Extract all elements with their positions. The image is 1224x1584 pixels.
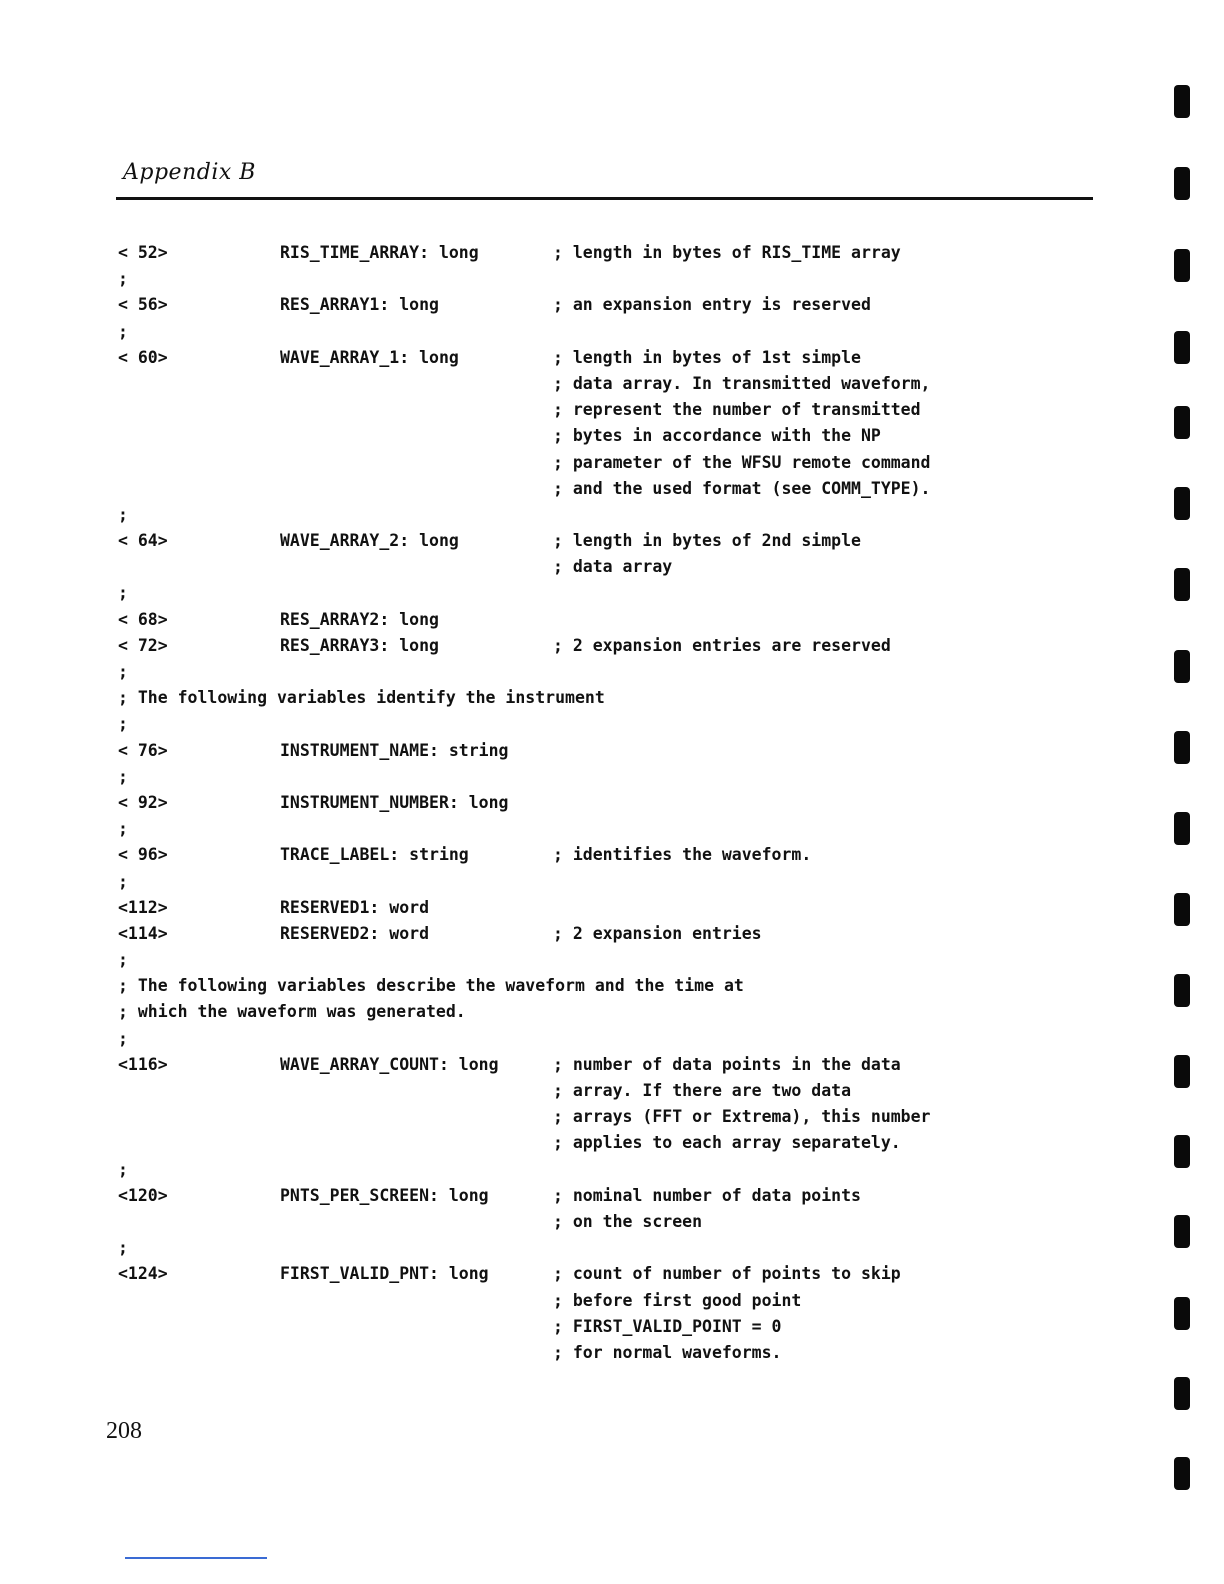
listing-row bbox=[118, 1104, 998, 1130]
listing-row bbox=[118, 1235, 998, 1261]
field-comment: ; parameter of the WFSU remote command bbox=[553, 452, 931, 472]
field-declaration: INSTRUMENT_NUMBER: long bbox=[280, 792, 509, 812]
field-comment: ; on the screen bbox=[553, 1211, 703, 1231]
listing-row bbox=[118, 397, 998, 423]
field-comment: ; array. If there are two data bbox=[553, 1081, 852, 1100]
byte-offset: < 56> bbox=[118, 295, 168, 315]
binder-hole-strip bbox=[1174, 0, 1194, 1584]
byte-offset: <116> bbox=[118, 1054, 168, 1074]
byte-offset: <124> bbox=[118, 1264, 168, 1284]
byte-offset: < 60> bbox=[118, 347, 168, 367]
listing-row bbox=[118, 554, 998, 580]
listing-row bbox=[118, 816, 998, 842]
field-comment: ; for normal waveforms. bbox=[553, 1342, 782, 1362]
field-comment: ; 2 expansion entries are reserved bbox=[553, 635, 891, 655]
listing-row bbox=[118, 973, 998, 999]
byte-offset: < 76> bbox=[118, 740, 168, 760]
byte-offset: ; bbox=[118, 321, 128, 341]
field-comment: ; length in bytes of 1st simple bbox=[553, 347, 861, 367]
binder-hole bbox=[1174, 1297, 1190, 1330]
section-comment: ; which the waveform was generated. bbox=[118, 1002, 466, 1022]
binder-hole bbox=[1174, 650, 1190, 683]
binder-hole bbox=[1174, 731, 1190, 764]
byte-offset: <112> bbox=[118, 897, 168, 917]
binder-hole bbox=[1174, 331, 1190, 364]
field-comment: ; 2 expansion entries bbox=[553, 923, 762, 943]
binder-hole bbox=[1174, 893, 1190, 926]
listing-row bbox=[118, 1340, 998, 1366]
listing-row bbox=[118, 476, 998, 502]
header-divider bbox=[116, 197, 1093, 200]
field-comment: ; applies to each array separately. bbox=[553, 1133, 901, 1153]
byte-offset: ; bbox=[118, 950, 128, 970]
field-comment: ; represent the number of transmitted bbox=[553, 400, 921, 420]
listing-row bbox=[118, 240, 998, 266]
binder-hole bbox=[1174, 487, 1190, 520]
byte-offset: <114> bbox=[118, 923, 168, 943]
listing-row bbox=[118, 319, 998, 345]
listing-row bbox=[118, 1157, 998, 1183]
field-comment: ; bytes in accordance with the NP bbox=[553, 426, 881, 446]
listing-row bbox=[118, 999, 998, 1025]
byte-offset: ; bbox=[118, 583, 128, 603]
field-declaration: RES_ARRAY3: long bbox=[280, 635, 439, 655]
binder-hole bbox=[1174, 1377, 1190, 1410]
listing-row bbox=[118, 450, 998, 476]
listing-row bbox=[118, 895, 998, 921]
field-declaration: RIS_TIME_ARRAY: long bbox=[280, 243, 479, 262]
binder-hole bbox=[1174, 568, 1190, 601]
listing-row bbox=[118, 921, 998, 947]
listing-row bbox=[118, 659, 998, 685]
byte-offset: ; bbox=[118, 766, 128, 786]
listing-row bbox=[118, 1288, 998, 1314]
byte-offset: < 92> bbox=[118, 792, 168, 812]
field-comment: ; length in bytes of 2nd simple bbox=[553, 531, 861, 551]
binder-hole bbox=[1174, 249, 1190, 282]
field-comment: ; an expansion entry is reserved bbox=[553, 295, 871, 315]
field-declaration: RESERVED1: word bbox=[280, 897, 430, 917]
field-comment: ; length in bytes of RIS_TIME array bbox=[553, 243, 901, 262]
section-comment: ; The following variables describe the waveform and the time at bbox=[118, 976, 744, 996]
binder-hole bbox=[1174, 1055, 1190, 1088]
binder-hole bbox=[1174, 85, 1190, 118]
binder-hole bbox=[1174, 1215, 1190, 1248]
listing-row bbox=[118, 869, 998, 895]
binder-hole bbox=[1174, 974, 1190, 1007]
footer-divider bbox=[125, 1557, 267, 1559]
field-declaration: PNTS_PER_SCREEN: long bbox=[280, 1185, 489, 1205]
byte-offset: ; bbox=[118, 714, 128, 734]
byte-offset: < 72> bbox=[118, 635, 168, 655]
listing-row bbox=[118, 738, 998, 764]
field-declaration: WAVE_ARRAY_COUNT: long bbox=[280, 1054, 499, 1074]
listing-row bbox=[118, 1026, 998, 1052]
byte-offset: ; bbox=[118, 269, 128, 289]
field-declaration: RESERVED2: word bbox=[280, 923, 430, 943]
listing-row bbox=[118, 790, 998, 816]
field-comment: ; FIRST_VALID_POINT = 0 bbox=[553, 1316, 782, 1336]
listing-row bbox=[118, 947, 998, 973]
listing-row bbox=[118, 842, 998, 868]
listing-row bbox=[118, 633, 998, 659]
listing-row bbox=[118, 1130, 998, 1156]
listing-row bbox=[118, 580, 998, 606]
byte-offset: ; bbox=[118, 819, 128, 839]
field-comment: ; data array. In transmitted waveform, bbox=[553, 373, 931, 393]
listing-row bbox=[118, 1052, 998, 1078]
byte-offset: ; bbox=[118, 1028, 128, 1048]
byte-offset: ; bbox=[118, 662, 128, 681]
listing-row bbox=[118, 266, 998, 292]
byte-offset: ; bbox=[118, 504, 128, 524]
field-comment: ; number of data points in the data bbox=[553, 1054, 901, 1074]
field-declaration: FIRST_VALID_PNT: long bbox=[280, 1264, 489, 1284]
listing-row bbox=[118, 1078, 998, 1104]
field-comment: ; nominal number of data points bbox=[553, 1185, 861, 1205]
listing-row bbox=[118, 1261, 998, 1287]
byte-offset: < 64> bbox=[118, 531, 168, 551]
byte-offset: < 68> bbox=[118, 609, 168, 629]
listing-row bbox=[118, 685, 998, 711]
field-comment: ; count of number of points to skip bbox=[553, 1264, 901, 1284]
byte-offset: <120> bbox=[118, 1185, 168, 1205]
field-comment: ; identifies the waveform. bbox=[553, 845, 812, 865]
listing-row bbox=[118, 423, 998, 449]
listing-row bbox=[118, 711, 998, 737]
listing-row bbox=[118, 345, 998, 371]
listing-row bbox=[118, 1314, 998, 1340]
field-comment: ; arrays (FFT or Extrema), this number bbox=[553, 1107, 931, 1127]
field-declaration: INSTRUMENT_NAME: string bbox=[280, 740, 509, 760]
field-comment: ; data array bbox=[553, 557, 673, 577]
binder-hole bbox=[1174, 167, 1190, 200]
field-declaration: WAVE_ARRAY_2: long bbox=[280, 531, 459, 551]
binder-hole bbox=[1174, 1457, 1190, 1490]
listing-row bbox=[118, 764, 998, 790]
binder-hole bbox=[1174, 406, 1190, 439]
field-declaration: WAVE_ARRAY_1: long bbox=[280, 347, 459, 367]
section-title: Appendix B bbox=[123, 160, 256, 185]
section-comment: ; The following variables identify the instrument bbox=[118, 688, 605, 708]
byte-offset: ; bbox=[118, 871, 128, 891]
listing-row bbox=[118, 1209, 998, 1235]
listing-row bbox=[118, 528, 998, 554]
binder-hole bbox=[1174, 1135, 1190, 1168]
field-comment: ; and the used format (see COMM_TYPE). bbox=[553, 478, 931, 498]
listing-row bbox=[118, 1183, 998, 1209]
byte-offset: < 96> bbox=[118, 845, 168, 865]
field-declaration: RES_ARRAY1: long bbox=[280, 295, 439, 315]
binder-hole bbox=[1174, 812, 1190, 845]
listing-row bbox=[118, 371, 998, 397]
field-declaration: RES_ARRAY2: long bbox=[280, 609, 439, 629]
field-declaration: TRACE_LABEL: string bbox=[280, 845, 469, 865]
byte-offset: ; bbox=[118, 1238, 128, 1258]
byte-offset: < 52> bbox=[118, 243, 168, 262]
page-number: 208 bbox=[106, 1418, 142, 1444]
listing-row bbox=[118, 502, 998, 528]
listing-row bbox=[118, 292, 998, 318]
code-listing bbox=[118, 240, 998, 1366]
field-comment: ; before first good point bbox=[553, 1290, 802, 1310]
listing-row bbox=[118, 607, 998, 633]
byte-offset: ; bbox=[118, 1159, 128, 1179]
